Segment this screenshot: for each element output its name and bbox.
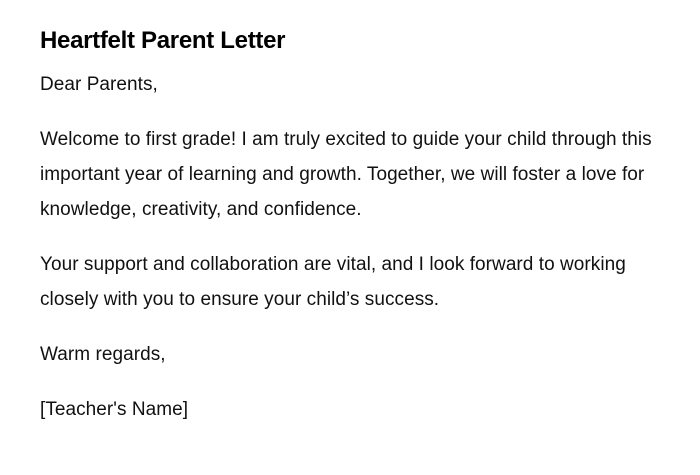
letter-title: Heartfelt Parent Letter: [40, 27, 286, 54]
letter-closing: Warm regards,: [40, 344, 166, 365]
letter-signature: [Teacher's Name]: [40, 399, 189, 420]
letter: [40, 24, 670, 427]
letter-paragraph-support: Your support and collaboration are vital, and I look forward to working closely with you to ensure your child’s success.: [40, 254, 626, 310]
letter-salutation: Dear Parents,: [40, 74, 158, 95]
letter-paragraph-welcome: Welcome to first grade! I am truly excited to guide your child through this important year of learning and growth. Together, we will foster a love for knowledge, creativity, and confidence.: [40, 129, 652, 220]
